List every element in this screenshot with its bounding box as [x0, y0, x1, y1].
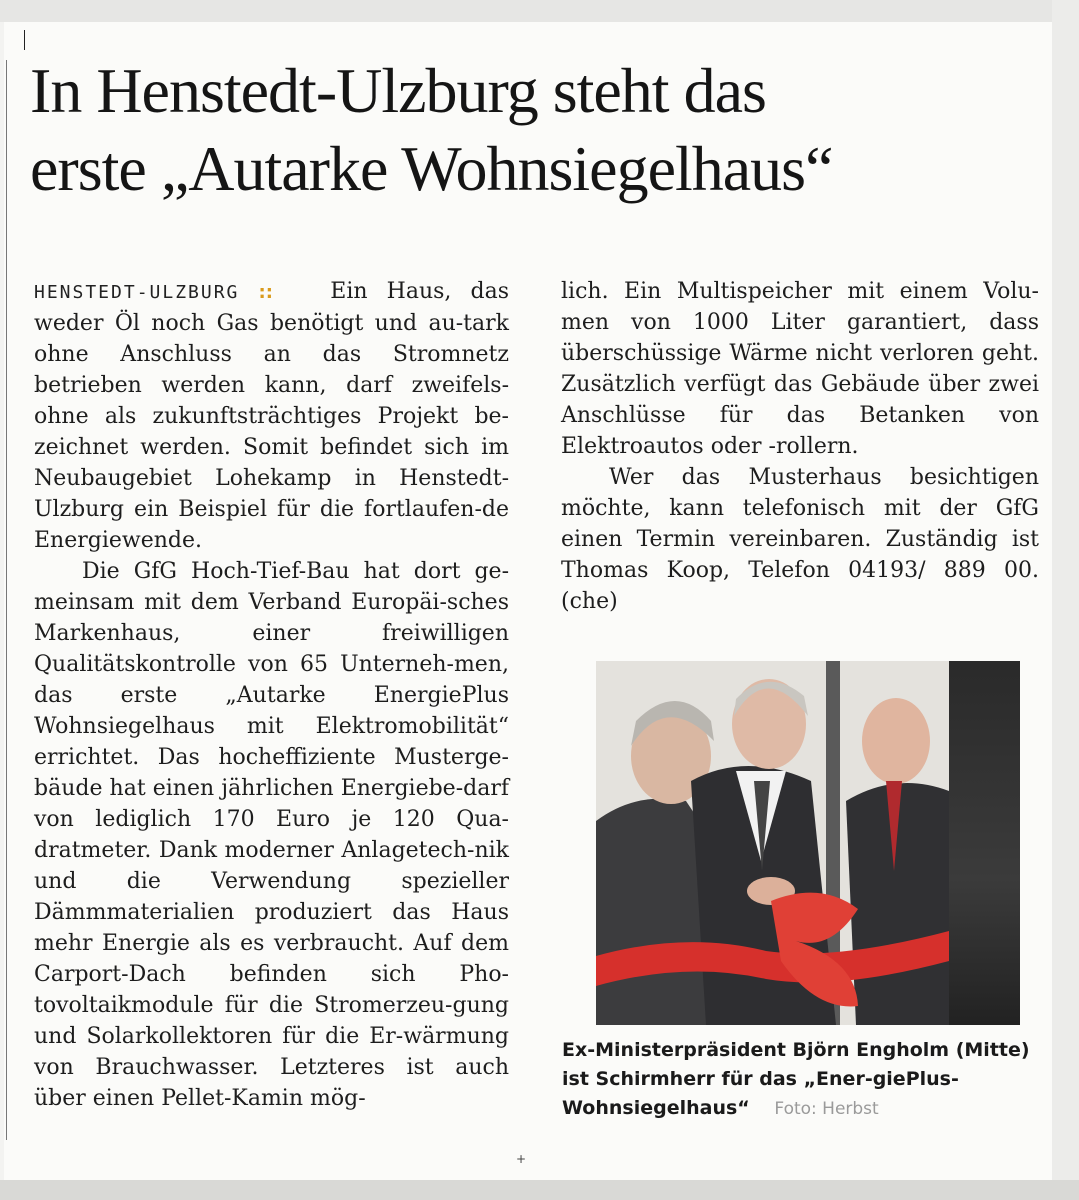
dateline: HENSTEDT-ULZBURG	[34, 282, 240, 303]
headline-line-1: In Henstedt-Ulzburg steht das	[30, 55, 766, 126]
scan-edge-right	[1052, 0, 1079, 1200]
headline-line-2: erste „Autarke Wohnsiegelhaus“	[30, 133, 833, 204]
paragraph: Die GfG Hoch-Tief-Bau hat dort ge-meinsam mit dem Verband Europäi-sches Markenhaus, einer freiwilligen Qualitätskontrolle von 65 Unterneh-men, das erste „Autarke EnergiePlus Wohnsiegelhaus mit Elektromobilität“ errichtet. Das hocheffiziente Musterge-bäude hat einen jährlichen Energiebe-darf von lediglich 170 Euro je 120 Qua-dratmeter. Dank moderner Anlagetech-nik und die Verwendung spezieller Dämmmaterialien produziert das Haus mehr Energie als es verbraucht. Auf dem Carport-Dach befinden sich Pho-tovoltaikmodule für die Stromerzeu-gung und Solarkollektoren für die Er-wärmung von Brauchwasser. Letzteres ist auch über einen Pellet-Kamin mög-	[34, 559, 509, 1111]
column-rule	[24, 30, 25, 50]
scan-edge-bottom	[0, 1180, 1079, 1200]
photo-credit: Foto: Herbst	[774, 1099, 879, 1119]
article-headline	[30, 52, 1030, 208]
photo-edge-shadow	[949, 661, 1020, 1025]
paragraph: Wer das Musterhaus besichtigen möchte, kann telefonisch mit der GfG einen Termin vereinbaren. Zuständig ist Thomas Koop, Telefon 04193/ 889 00. (che)	[561, 465, 1039, 614]
dateline-separator: ::	[258, 282, 273, 303]
photo-caption	[562, 1036, 1032, 1124]
ribbon-cutting-photo	[596, 661, 949, 1025]
article-column-left	[34, 276, 509, 1114]
registration-mark: +	[516, 1152, 527, 1166]
article-column-right	[561, 276, 1039, 617]
article-photo	[596, 661, 949, 1025]
paragraph: lich. Ein Multispeicher mit einem Volu-men von 1000 Liter garantiert, dass überschüssige Wärme nicht verloren geht. Zusätzlich verfügt das Gebäude über zwei Anschlüsse für das Betanken von Elektroautos oder -rollern.	[561, 279, 1039, 459]
paragraph	[34, 276, 509, 556]
caption-text: Ex-Ministerpräsident Björn Engholm (Mitte) ist Schirmherr für das „Ener-giePlus-Wohnsiegelhaus“	[562, 1039, 1030, 1119]
paragraph-text: Ein Haus, das weder Öl noch Gas benötigt und au-tark ohne Anschluss an das Stromnetz betrieben werden kann, darf zweifels-ohne als zukunftsträchtiges Projekt be-zeichnet werden. Somit befindet sich im Neubaugebiet Lohekamp in Henstedt-Ulzburg ein Beispiel für die fortlaufen-de Energiewende.	[34, 279, 509, 553]
column-rule	[6, 60, 7, 1140]
scan-edge-top	[0, 0, 1079, 22]
